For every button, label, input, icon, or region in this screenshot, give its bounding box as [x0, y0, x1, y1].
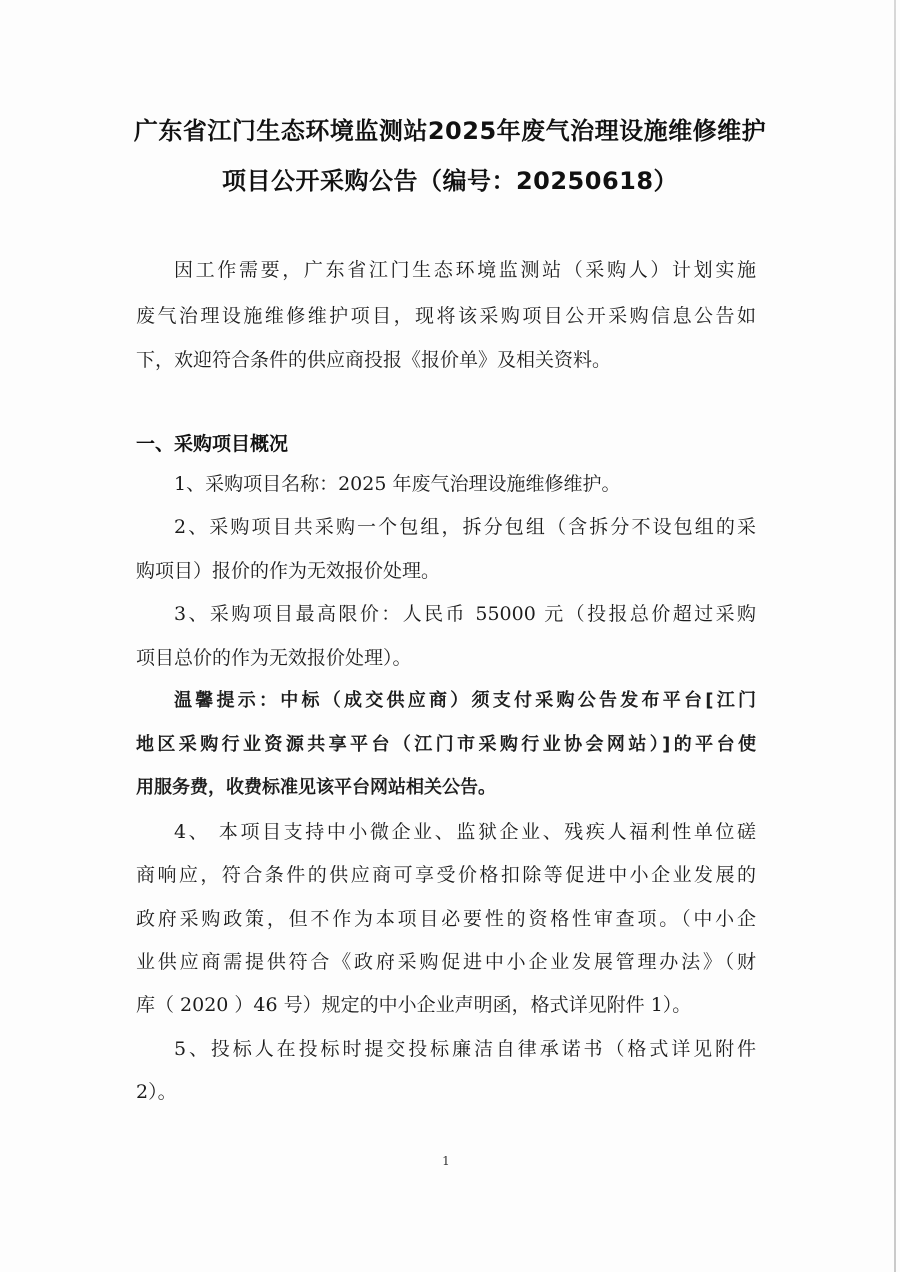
item-3-line-1: 3、采购项目最高限价：人民币 55000 元（投报总价超过采购: [174, 603, 756, 625]
item-4-line-1: 4、 本项目支持中小微企业、监狱企业、残疾人福利性单位磋: [174, 821, 756, 843]
item-4-line-4: 业供应商需提供符合《政府采购促进中小企业发展管理办法》（财: [136, 951, 756, 973]
item-2-line-1: 2、采购项目共采购一个包组，拆分包组（含拆分不设包组的采: [174, 516, 756, 538]
notice-line-1: 温馨提示：中标（成交供应商）须支付采购公告发布平台[江门: [174, 690, 756, 711]
notice-line-2: 地区采购行业资源共享平台（江门市采购行业协会网站）]的平台使: [136, 734, 756, 755]
item-5-line-1: 5、投标人在投标时提交投标廉洁自律承诺书（格式详见附件: [174, 1038, 756, 1060]
item-3-line-2: 项目总价的作为无效报价处理）。: [136, 647, 412, 669]
page-number: 1: [442, 1154, 450, 1168]
intro-line-3: 下，欢迎符合条件的供应商投报《报价单》及相关资料。: [136, 349, 612, 371]
intro-line-2: 废气治理设施维修维护项目，现将该采购项目公开采购信息公告如: [136, 305, 756, 327]
intro-line-1: 因工作需要，广东省江门生态环境监测站（采购人）计划实施: [174, 259, 756, 281]
document-title-line-1: 广东省江门生态环境监测站2025年废气治理设施维修维护: [133, 117, 767, 145]
item-5-line-2: 2）。: [136, 1081, 177, 1103]
item-4-line-3: 政府采购政策，但不作为本项目必要性的资格性审查项。（中小企: [136, 908, 756, 930]
item-4-line-2: 商响应，符合条件的供应商可享受价格扣除等促进中小企业发展的: [136, 864, 756, 886]
item-2-line-2: 购项目）报价的作为无效报价处理。: [136, 560, 441, 582]
section-heading: 一、采购项目概况: [136, 433, 289, 455]
document-title-line-2: 项目公开采购公告（编号：20250618）: [221, 167, 679, 195]
notice-line-3: 用服务费，收费标准见该平台网站相关公告。: [136, 777, 496, 798]
item-4-line-5: 库（ 2020 ）46 号）规定的中小企业声明函，格式详见附件 1）。: [136, 994, 692, 1016]
item-1-line-1: 1、采购项目名称：2025 年废气治理设施维修维护。: [174, 473, 621, 495]
scan-edge: [894, 0, 896, 1272]
